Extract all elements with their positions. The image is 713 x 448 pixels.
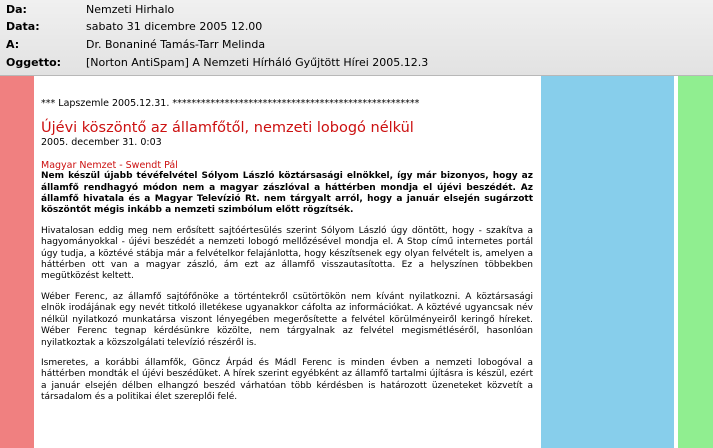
article-paragraph: Ismeretes, a korábbi államfők, Göncz Árpád és Mádl Ferenc is minden évben a nemzeti lobogóval a háttérben mondták el újévi beszédüket. A hírek szerint egyébként az államfő tartalmi újításra is készül, ezért a január elsején délben elhangzó beszéd várhatóan több kérdésben is határozott üzeneteket közvetít a társadalom és a politikai élet szereplői felé. — [41, 357, 533, 403]
to-value[interactable]: Dr. Bonaniné Tamás-Tarr Melinda — [86, 38, 266, 51]
green-color-stripe — [678, 76, 713, 448]
to-label: A: — [6, 38, 20, 51]
subject-value: [Norton AntiSpam] A Nemzeti Hírháló Gyűjtött Hírei 2005.12.3 — [86, 56, 429, 69]
article-lead: Nem készül újabb tévéfelvétel Sólyom László köztársasági elnökkel, így már bizonyos, hogy az államfő rendhagyó módon nem a magyar zászlóval a háttérben mondja el újévi beszédét. Az államfő hivatala és a Magyar Televízió Rt. nem tárgyalt arról, hogy a január elsején sugárzott köszöntőt mégis inkább a nemzeti szimbólum előtt rögzítsék. — [41, 171, 533, 216]
article-source: Magyar Nemzet - Swendt Pál — [41, 159, 178, 171]
date-value: sabato 31 dicembre 2005 12.00 — [86, 20, 263, 33]
left-color-stripe — [0, 76, 34, 448]
message-text — [41, 98, 533, 413]
from-value[interactable]: Nemzeti Hirhalo — [86, 3, 175, 16]
from-label: Da: — [6, 3, 27, 16]
article-paragraph: Wéber Ferenc, az államfő sajtófőnöke a történtekről csütörtökön nem kívánt nyilatkozni. A köztársasági elnök irodájának egy nevét titkoló illetékese ugyanakkor cáfolta az információkat. A köztévé ugyancsak név nélkül nyilatkozó munkatársa viszont lényegében megerősítette a felvétel körülményeiről keringő híreket. Wéber Ferenc tegnap kérdésünkre közölte, nem tárgyalnak az felvétel megismétléséről, hasonlóan nyilatkoztak a közszolgálati televízió részéről is. — [41, 291, 533, 348]
message-body[interactable] — [34, 76, 541, 448]
blue-color-stripe — [541, 76, 674, 448]
article-paragraph: Hivatalosan eddig meg nem erősített sajtóértesülés szerint Sólyom László úgy döntött, hogy - szakítva a hagyományokkal - újévi beszédét a nemzeti lobogó mellőzésével mondja el. A Stop című internetes portál úgy tudja, a köztévé stábja már a felvételkor felajánlotta, hogy készítsenek egy olyan felvételt is, amelyen a háttérben ott van a magyar zászló, ám ezt az államfő visszautasította. Ez a helyszínen többekben megütközést keltett. — [41, 225, 533, 282]
subject-label: Oggetto: — [6, 56, 62, 69]
article-title[interactable]: Újévi köszöntő az államfőtől, nemzeti lobogó nélkül — [41, 120, 414, 137]
date-label: Data: — [6, 20, 40, 33]
issue-line: *** Lapszemle 2005.12.31. **************************************************** — [41, 98, 420, 109]
email-header — [0, 0, 713, 76]
article-date: 2005. december 31. 0:03 — [41, 137, 162, 149]
